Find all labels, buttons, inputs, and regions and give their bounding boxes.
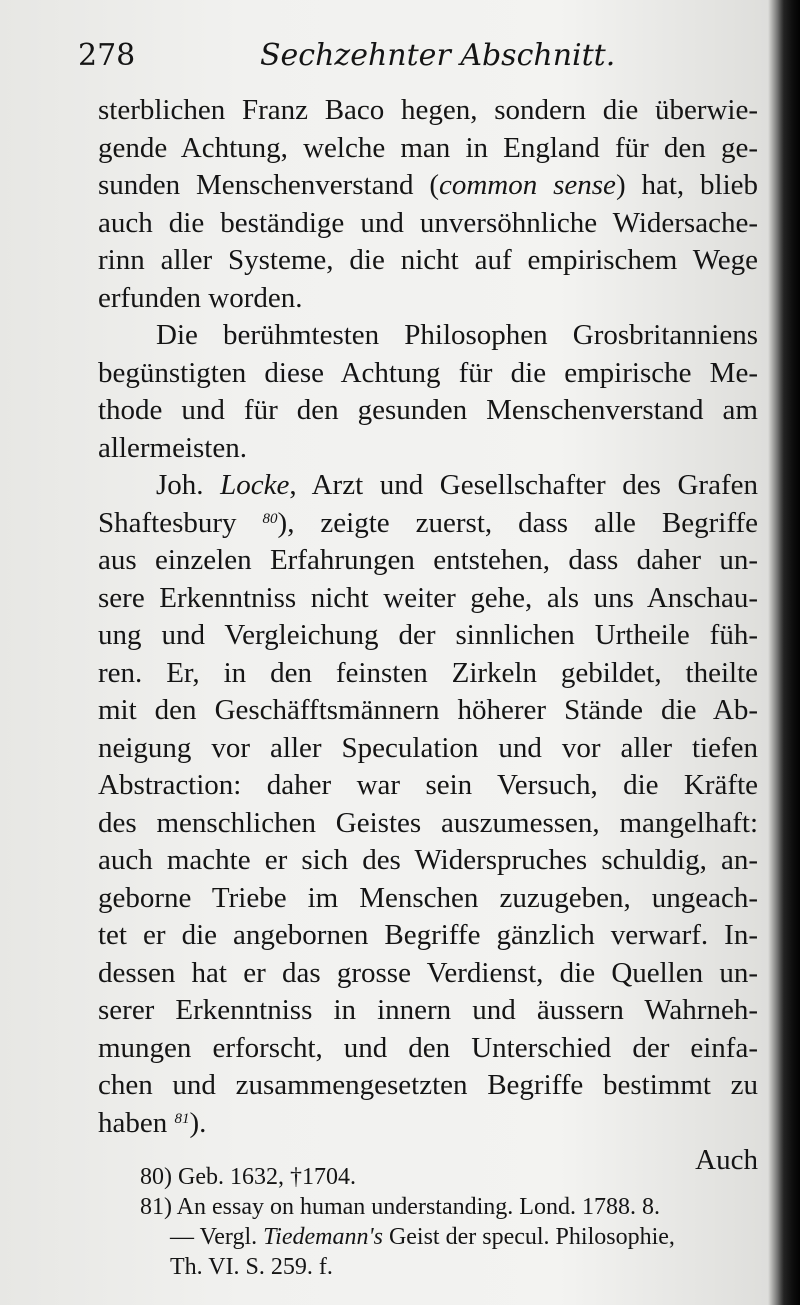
text-line: begünstigten diese Achtung für die empirische Me- bbox=[98, 356, 758, 389]
text-line: geborne Triebe im Menschen zuzugeben, ungeach- bbox=[98, 881, 758, 914]
page-header bbox=[78, 30, 758, 80]
text-line: rinn aller Systeme, die nicht auf empirischem Wege bbox=[98, 244, 758, 276]
text-line: auch die beständige und unversöhnliche Widersache- bbox=[98, 206, 758, 239]
text-line: sterblichen Franz Baco hegen, sondern die überwie- bbox=[98, 94, 758, 126]
page-edge-shadow bbox=[778, 0, 800, 1305]
body-text bbox=[98, 92, 758, 1180]
footnote-ref: 81 bbox=[174, 1110, 190, 1127]
italic-term: common sense bbox=[438, 169, 616, 201]
text-line: Shaftesbury $^{80}$), zeigte zuerst, dass alle Begriffe bbox=[98, 506, 758, 539]
catchword: Auch bbox=[695, 1144, 758, 1176]
text-line: Abstraction: daher war sein Versuch, die Kräfte bbox=[98, 769, 758, 801]
text-line: thode und für den gesunden Menschenverstand am bbox=[98, 394, 758, 426]
footnote-81: 81) An essay on human understanding. Lond. 1788. 8. bbox=[140, 1194, 660, 1220]
text-line: sunden Menschenverstand (common sense) hat, blieb bbox=[98, 169, 758, 201]
text-line: tet er die angebornen Begriffe gänzlich verwarf. In- bbox=[98, 919, 758, 951]
text-line: sere Erkenntniss nicht weiter gehe, als uns Anschau- bbox=[98, 581, 758, 614]
text-line: chen und zusammengesetzten Begriffe bestimmt zu bbox=[98, 1069, 758, 1101]
text-line: ren. Er, in den feinsten Zirkeln gebildet, theilte bbox=[98, 656, 758, 689]
text-line: aus einzelen Erfahrungen entstehen, dass daher un- bbox=[98, 544, 758, 576]
text-line: allermeisten. bbox=[98, 431, 247, 464]
text-line: serer Erkenntniss in innern und äussern Wahrneh- bbox=[98, 994, 758, 1026]
footnote-81-continued: Th. VI. S. 259. f. bbox=[170, 1254, 333, 1280]
text-line: erfunden worden. bbox=[98, 281, 303, 314]
author-name: Locke bbox=[220, 469, 290, 501]
text-line: ung und Vergleichung der sinnlichen Urtheile füh- bbox=[98, 619, 758, 651]
author-name: Tiedemann's bbox=[263, 1224, 383, 1250]
footnote-80: 80) Geb. 1632, †1704. bbox=[140, 1164, 356, 1190]
footnote-81-continued: — Vergl. Tiedemann's Geist der specul. Philosophie, bbox=[170, 1224, 675, 1250]
text-line: neigung vor aller Speculation und vor aller tiefen bbox=[98, 731, 758, 764]
text-line: dessen hat er das grosse Verdienst, die Quellen un- bbox=[98, 956, 758, 989]
footnote-ref: 80 bbox=[262, 510, 278, 527]
page-number: 278 bbox=[78, 38, 136, 73]
text-line: haben $^{81}$). bbox=[98, 1106, 207, 1139]
footnotes bbox=[140, 1162, 760, 1282]
text-line: des menschlichen Geistes auszumessen, mangelhaft: bbox=[98, 806, 758, 839]
paragraph-start: Joh. Locke, Arzt und Gesellschafter des Grafen bbox=[156, 469, 758, 501]
running-title: Sechzehnter Abschnitt. bbox=[260, 38, 616, 73]
text-line: auch machte er sich des Widerspruches schuldig, an- bbox=[98, 844, 758, 876]
text-line: gende Achtung, welche man in England für den ge- bbox=[98, 131, 758, 164]
text-line: mungen erforscht, und den Unterschied der einfa- bbox=[98, 1031, 758, 1064]
text-line: mit den Geschäfftsmännern höherer Stände die Ab- bbox=[98, 694, 758, 726]
paragraph-start: Die berühmtesten Philosophen Grosbritanniens bbox=[156, 319, 758, 351]
